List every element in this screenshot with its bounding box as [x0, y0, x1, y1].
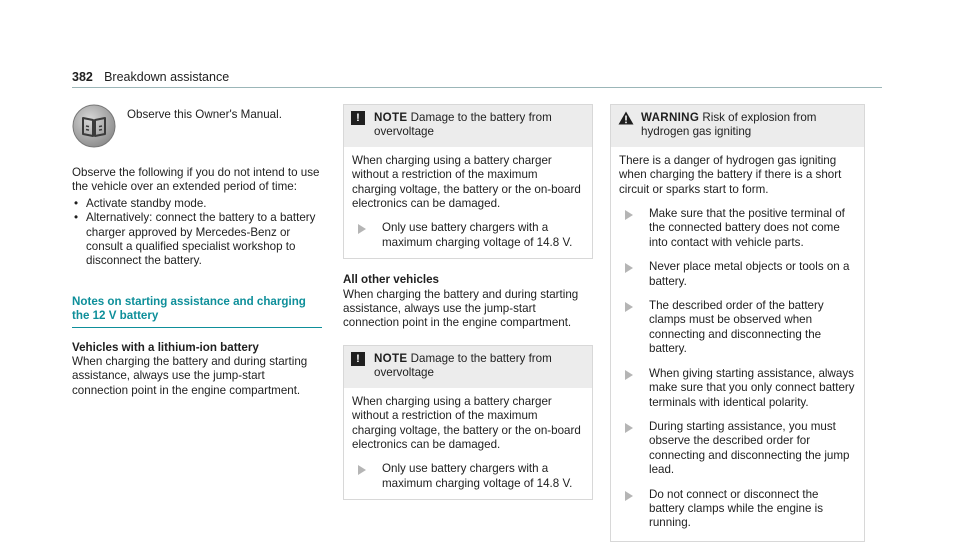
action-item	[352, 221, 584, 250]
column-middle	[343, 104, 593, 500]
other-vehicles-text: When charging the battery and during starting assistance, always use the jump-start connection point in the engine compartment.	[343, 287, 579, 330]
note-title: Damage to the battery from overvoltage	[374, 351, 552, 380]
manual-reference	[72, 104, 322, 154]
action-text: The described order of the battery clamps must be observed when connecting and disconnecting the battery.	[649, 299, 824, 356]
note-header	[344, 105, 592, 147]
lithium-ion-heading: Vehicles with a lithium-ion battery	[72, 340, 259, 354]
arrow-right-icon	[358, 465, 366, 475]
warning-box	[610, 104, 865, 542]
warning-label: WARNING	[641, 111, 700, 124]
action-text: When giving starting assistance, always make sure that you only connect battery terminals with identical polarity.	[649, 366, 855, 409]
note-title: Damage to the battery from overvoltage	[374, 111, 552, 139]
warning-body	[611, 147, 864, 541]
exclamation-icon: !	[351, 352, 365, 366]
action-text: Do not connect or disconnect the battery clamps while the engine is running.	[649, 487, 823, 530]
column-left	[72, 104, 322, 398]
arrow-right-icon	[625, 302, 633, 312]
column-right	[610, 104, 865, 542]
arrow-right-icon	[625, 370, 633, 380]
note-label: NOTE	[374, 111, 408, 124]
action-item	[619, 420, 856, 478]
page-title: Breakdown assistance	[104, 70, 230, 84]
note-header	[344, 346, 592, 388]
note-body	[344, 147, 592, 258]
action-item	[619, 260, 856, 289]
arrow-right-icon	[625, 210, 633, 220]
list-item: • Alternatively: connect the battery to a battery charger approved by Mercedes-Benz or consult a qualified specialist workshop to disconnect the battery.	[72, 211, 322, 269]
action-item	[619, 299, 856, 357]
arrow-right-icon	[358, 224, 366, 234]
action-text: Only use battery chargers with a maximum charging voltage of 14.8 V.	[382, 462, 573, 490]
section-title: Notes on starting assistance and charging the 12 V battery	[72, 295, 322, 328]
open-book-icon	[72, 104, 116, 148]
note-box	[343, 345, 593, 500]
warning-triangle-icon	[618, 111, 634, 125]
action-text: Make sure that the positive terminal of the connected battery does not come into contact with vehicle parts.	[649, 207, 845, 249]
note-text: When charging using a battery charger without a restriction of the maximum charging voltage, the battery or the on-board electronics can be damaged.	[352, 153, 581, 211]
header-divider	[72, 87, 882, 88]
manual-reference-text: Observe this Owner's Manual.	[127, 108, 282, 121]
list-item: • Activate standby mode.	[72, 197, 322, 211]
action-item	[619, 367, 856, 410]
storage-list	[72, 197, 322, 269]
arrow-right-icon	[625, 263, 633, 273]
warning-text: There is a danger of hydrogen gas igniting when charging the battery if there is a short circuit or sparks start to form.	[619, 153, 842, 196]
storage-intro: Observe the following if you do not intend to use the vehicle over an extended period of time:	[72, 166, 320, 194]
other-vehicles-heading: All other vehicles	[343, 273, 440, 287]
page-number: 382	[72, 70, 93, 84]
action-item	[352, 462, 584, 491]
note-label: NOTE	[374, 351, 408, 365]
note-text: When charging using a battery charger without a restriction of the maximum charging voltage, the battery or the on-board electronics can be damaged.	[352, 394, 581, 451]
warning-header	[611, 105, 864, 147]
lithium-ion-text: When charging the battery and during starting assistance, always use the jump-start connection point in the engine compartment.	[72, 355, 308, 397]
page-header	[72, 70, 882, 85]
action-text: Only use battery chargers with a maximum charging voltage of 14.8 V.	[382, 221, 573, 249]
arrow-right-icon	[625, 491, 633, 501]
arrow-right-icon	[625, 423, 633, 433]
action-item	[619, 488, 856, 531]
note-body	[344, 388, 592, 499]
action-text: During starting assistance, you must observe the described order for connecting and disconnecting the jump lead.	[649, 419, 850, 477]
action-item	[619, 207, 856, 250]
warning-title: Risk of explosion from hydrogen gas igniting	[641, 111, 817, 139]
note-box	[343, 104, 593, 259]
action-text: Never place metal objects or tools on a battery.	[649, 260, 850, 288]
exclamation-icon: !	[351, 111, 365, 125]
